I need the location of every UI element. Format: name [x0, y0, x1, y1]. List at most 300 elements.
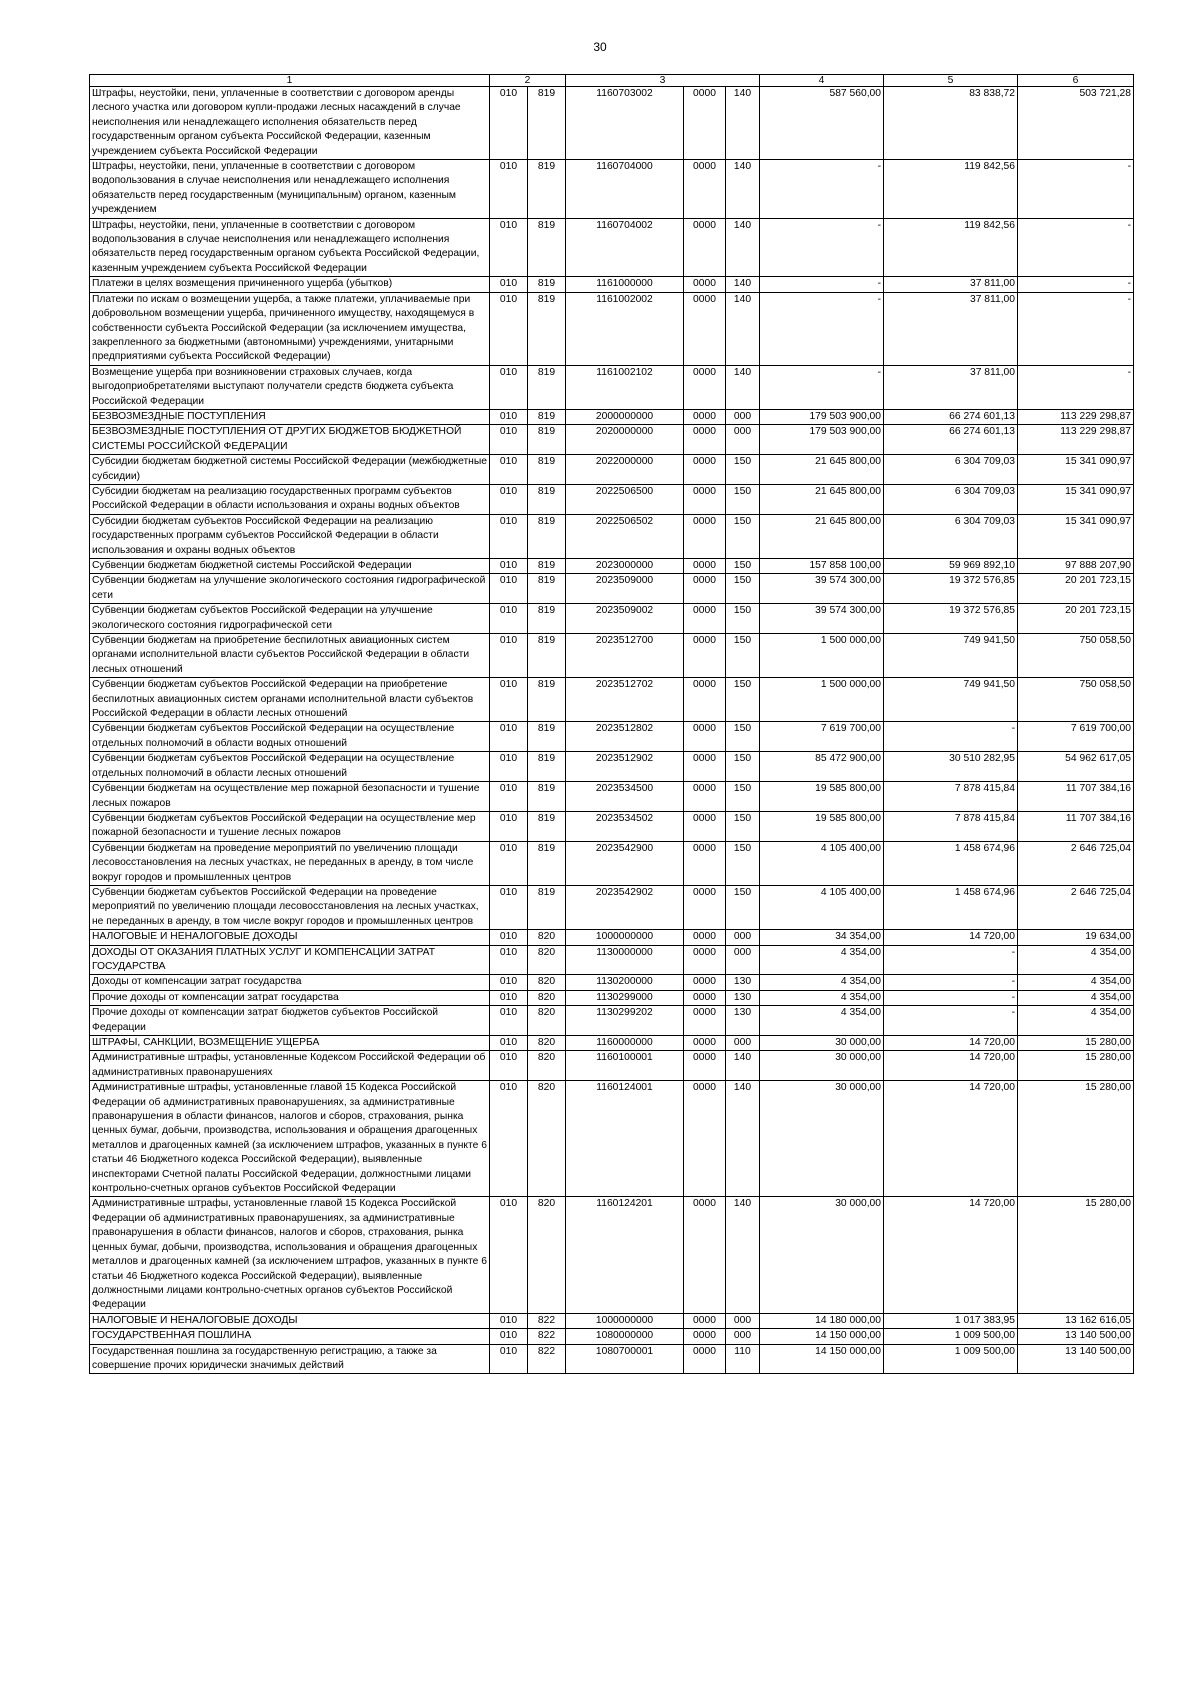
- cell-chap: 010: [490, 990, 528, 1005]
- table-row: [90, 160, 1134, 219]
- cell-adm: 820: [528, 990, 566, 1005]
- cell-kind: 150: [726, 484, 760, 514]
- cell-v5: -: [884, 975, 1018, 990]
- page-number: 30: [593, 40, 607, 54]
- cell-name: Платежи по искам о возмещении ущерба, а также платежи, уплачиваемые при добровольном возмещении ущерба, причиненного имуществу, находящемуся в собственности субъекта Российской Федерации (за исключением имущества, закрепленного за бюджетными (автономными) учреждениями, унитарными предприятиями субъекта Российской Федерации): [90, 292, 490, 365]
- cell-v5: 83 838,72: [884, 87, 1018, 160]
- cell-v6: 11 707 384,16: [1018, 811, 1134, 841]
- cell-v6: 15 341 090,97: [1018, 484, 1134, 514]
- table-row: [90, 1036, 1134, 1051]
- cell-prog: 0000: [684, 634, 726, 678]
- cell-adm: 820: [528, 1006, 566, 1036]
- cell-name: ДОХОДЫ ОТ ОКАЗАНИЯ ПЛАТНЫХ УСЛУГ И КОМПЕНСАЦИИ ЗАТРАТ ГОСУДАРСТВА: [90, 945, 490, 975]
- cell-prog: 0000: [684, 409, 726, 424]
- cell-code: 2023542900: [566, 841, 684, 885]
- cell-adm: 820: [528, 1081, 566, 1197]
- cell-kind: 140: [726, 277, 760, 292]
- cell-v5: -: [884, 990, 1018, 1005]
- cell-kind: 130: [726, 1006, 760, 1036]
- cell-v4: 4 105 400,00: [760, 885, 884, 929]
- cell-v4: 19 585 800,00: [760, 782, 884, 812]
- cell-v5: 66 274 601,13: [884, 409, 1018, 424]
- cell-v6: 4 354,00: [1018, 1006, 1134, 1036]
- cell-v4: 39 574 300,00: [760, 604, 884, 634]
- cell-adm: 819: [528, 277, 566, 292]
- cell-name: Административные штрафы, установленные главой 15 Кодекса Российской Федерации об административных правонарушениях, за административные правонарушения в области финансов, налогов и сборов, страхования, рынка ценных бумаг, добычи, производства, использования и обращения драгоценных металлов и драгоценных камней (за исключением штрафов, указанных в пункте 6 статьи 46 Бюджетного кодекса Российской Федерации), выявленные инспекторами Счетной палаты Российской Федерации, должностными лицами контрольно-счетных органов субъектов Российской Федерации: [90, 1081, 490, 1197]
- cell-name: Субвенции бюджетам на осуществление мер пожарной безопасности и тушение лесных пожаров: [90, 782, 490, 812]
- cell-prog: 0000: [684, 484, 726, 514]
- cell-prog: 0000: [684, 365, 726, 409]
- cell-v5: 59 969 892,10: [884, 559, 1018, 574]
- cell-prog: 0000: [684, 1036, 726, 1051]
- cell-adm: 819: [528, 752, 566, 782]
- cell-v4: 1 500 000,00: [760, 678, 884, 722]
- cell-v5: 1 009 500,00: [884, 1344, 1018, 1374]
- cell-kind: 130: [726, 975, 760, 990]
- table-row: [90, 975, 1134, 990]
- cell-v6: 113 229 298,87: [1018, 425, 1134, 455]
- cell-name: БЕЗВОЗМЕЗДНЫЕ ПОСТУПЛЕНИЯ ОТ ДРУГИХ БЮДЖЕТОВ БЮДЖЕТНОЙ СИСТЕМЫ РОССИЙСКОЙ ФЕДЕРАЦИИ: [90, 425, 490, 455]
- table-row: [90, 1006, 1134, 1036]
- column-number-row: [90, 75, 1134, 87]
- cell-chap: 010: [490, 277, 528, 292]
- cell-v5: 119 842,56: [884, 218, 1018, 277]
- cell-v4: 4 354,00: [760, 1006, 884, 1036]
- cell-prog: 0000: [684, 218, 726, 277]
- cell-code: 2023512702: [566, 678, 684, 722]
- cell-adm: 819: [528, 409, 566, 424]
- cell-v5: 37 811,00: [884, 292, 1018, 365]
- cell-v5: 749 941,50: [884, 678, 1018, 722]
- cell-kind: 110: [726, 1344, 760, 1374]
- cell-chap: 010: [490, 945, 528, 975]
- cell-v5: 1 009 500,00: [884, 1329, 1018, 1344]
- cell-kind: 150: [726, 811, 760, 841]
- cell-code: 2023534502: [566, 811, 684, 841]
- cell-prog: 0000: [684, 455, 726, 485]
- cell-name: Штрафы, неустойки, пени, уплаченные в соответствии с договором водопользования в случае неисполнения или ненадлежащего исполнения обязательств перед государственным (муниципальным) органом, казенным учреждением: [90, 160, 490, 219]
- table-row: [90, 277, 1134, 292]
- cell-chap: 010: [490, 722, 528, 752]
- cell-chap: 010: [490, 1197, 528, 1313]
- cell-prog: 0000: [684, 885, 726, 929]
- table-row: [90, 484, 1134, 514]
- cell-v5: 6 304 709,03: [884, 484, 1018, 514]
- table-row: [90, 1344, 1134, 1374]
- cell-v5: 1 017 383,95: [884, 1313, 1018, 1328]
- cell-v4: 1 500 000,00: [760, 634, 884, 678]
- cell-v6: 13 140 500,00: [1018, 1344, 1134, 1374]
- cell-v4: 30 000,00: [760, 1051, 884, 1081]
- cell-v6: 13 162 616,05: [1018, 1313, 1134, 1328]
- cell-prog: 0000: [684, 930, 726, 945]
- cell-name: Субвенции бюджетам субъектов Российской Федерации на осуществление мер пожарной безопасности и тушение лесных пожаров: [90, 811, 490, 841]
- cell-adm: 819: [528, 160, 566, 219]
- cell-v4: 14 150 000,00: [760, 1329, 884, 1344]
- cell-kind: 140: [726, 1081, 760, 1197]
- cell-kind: 150: [726, 752, 760, 782]
- cell-adm: 820: [528, 1197, 566, 1313]
- cell-v4: 14 180 000,00: [760, 1313, 884, 1328]
- table-row: [90, 782, 1134, 812]
- cell-kind: 140: [726, 160, 760, 219]
- cell-chap: 010: [490, 218, 528, 277]
- cell-v5: 37 811,00: [884, 277, 1018, 292]
- cell-v6: 113 229 298,87: [1018, 409, 1134, 424]
- cell-v5: -: [884, 1006, 1018, 1036]
- cell-chap: 010: [490, 841, 528, 885]
- cell-v5: -: [884, 945, 1018, 975]
- cell-v4: 19 585 800,00: [760, 811, 884, 841]
- cell-chap: 010: [490, 574, 528, 604]
- cell-name: Возмещение ущерба при возникновении страховых случаев, когда выгодоприобретателями выступают получатели средств бюджета субъекта Российской Федерации: [90, 365, 490, 409]
- cell-code: 1130200000: [566, 975, 684, 990]
- cell-code: 2023509002: [566, 604, 684, 634]
- cell-code: 1160703002: [566, 87, 684, 160]
- cell-code: 1161000000: [566, 277, 684, 292]
- cell-adm: 819: [528, 574, 566, 604]
- cell-adm: 820: [528, 1051, 566, 1081]
- cell-kind: 000: [726, 1329, 760, 1344]
- cell-v6: 15 341 090,97: [1018, 455, 1134, 485]
- cell-code: 2023000000: [566, 559, 684, 574]
- cell-kind: 130: [726, 990, 760, 1005]
- cell-code: 1080000000: [566, 1329, 684, 1344]
- cell-prog: 0000: [684, 1006, 726, 1036]
- cell-v5: 14 720,00: [884, 1081, 1018, 1197]
- cell-kind: 000: [726, 930, 760, 945]
- cell-kind: 140: [726, 1051, 760, 1081]
- cell-chap: 010: [490, 1051, 528, 1081]
- cell-prog: 0000: [684, 160, 726, 219]
- cell-adm: 819: [528, 365, 566, 409]
- cell-v4: 4 105 400,00: [760, 841, 884, 885]
- cell-v6: 750 058,50: [1018, 634, 1134, 678]
- cell-v6: -: [1018, 218, 1134, 277]
- table-body: [90, 87, 1134, 1374]
- cell-code: 1160100001: [566, 1051, 684, 1081]
- cell-name: НАЛОГОВЫЕ И НЕНАЛОГОВЫЕ ДОХОДЫ: [90, 930, 490, 945]
- cell-kind: 140: [726, 292, 760, 365]
- cell-chap: 010: [490, 930, 528, 945]
- cell-chap: 010: [490, 1313, 528, 1328]
- cell-name: Субвенции бюджетам субъектов Российской Федерации на осуществление отдельных полномочий в области лесных отношений: [90, 752, 490, 782]
- cell-code: 2022506500: [566, 484, 684, 514]
- cell-prog: 0000: [684, 1313, 726, 1328]
- cell-v6: 15 280,00: [1018, 1197, 1134, 1313]
- cell-adm: 819: [528, 292, 566, 365]
- table-row: [90, 945, 1134, 975]
- cell-chap: 010: [490, 409, 528, 424]
- cell-chap: 010: [490, 160, 528, 219]
- cell-name: Субсидии бюджетам бюджетной системы Российской Федерации (межбюджетные субсидии): [90, 455, 490, 485]
- cell-chap: 010: [490, 975, 528, 990]
- cell-name: Административные штрафы, установленные главой 15 Кодекса Российской Федерации об административных правонарушениях, за административные правонарушения в области финансов, налогов и сборов, страхования, рынка ценных бумаг, добычи, производства, использования и обращения драгоценных металлов и драгоценных камней (за исключением штрафов, указанных в пункте 6 статьи 46 Бюджетного кодекса Российской Федерации), выявленные должностными лицами контрольно-счетных органов субъектов Российской Федерации: [90, 1197, 490, 1313]
- cell-code: 1130000000: [566, 945, 684, 975]
- table-row: [90, 559, 1134, 574]
- cell-v6: -: [1018, 160, 1134, 219]
- cell-kind: 000: [726, 1036, 760, 1051]
- table-row: [90, 811, 1134, 841]
- cell-chap: 010: [490, 484, 528, 514]
- cell-name: Субвенции бюджетам на проведение мероприятий по увеличению площади лесовосстановления на лесных участках, не переданных в аренду, в том числе вокруг городов и промышленных центров: [90, 841, 490, 885]
- cell-v6: -: [1018, 365, 1134, 409]
- cell-chap: 010: [490, 1081, 528, 1197]
- cell-name: ГОСУДАРСТВЕННАЯ ПОШЛИНА: [90, 1329, 490, 1344]
- cell-adm: 822: [528, 1344, 566, 1374]
- cell-code: 2020000000: [566, 425, 684, 455]
- cell-code: 2023534500: [566, 782, 684, 812]
- cell-chap: 010: [490, 1344, 528, 1374]
- cell-chap: 010: [490, 514, 528, 558]
- cell-prog: 0000: [684, 1329, 726, 1344]
- cell-v5: -: [884, 722, 1018, 752]
- cell-kind: 140: [726, 365, 760, 409]
- cell-v4: -: [760, 218, 884, 277]
- cell-v6: 2 646 725,04: [1018, 885, 1134, 929]
- cell-prog: 0000: [684, 292, 726, 365]
- cell-v4: 157 858 100,00: [760, 559, 884, 574]
- cell-v6: -: [1018, 292, 1134, 365]
- table-row: [90, 1051, 1134, 1081]
- cell-adm: 820: [528, 945, 566, 975]
- cell-v6: 20 201 723,15: [1018, 574, 1134, 604]
- cell-v6: 11 707 384,16: [1018, 782, 1134, 812]
- cell-v6: 13 140 500,00: [1018, 1329, 1134, 1344]
- cell-v4: 21 645 800,00: [760, 455, 884, 485]
- cell-v6: -: [1018, 277, 1134, 292]
- cell-code: 2022506502: [566, 514, 684, 558]
- table-row: [90, 885, 1134, 929]
- cell-v4: -: [760, 292, 884, 365]
- cell-prog: 0000: [684, 678, 726, 722]
- cell-chap: 010: [490, 885, 528, 929]
- cell-code: 2023509000: [566, 574, 684, 604]
- cell-chap: 010: [490, 604, 528, 634]
- cell-code: 1000000000: [566, 1313, 684, 1328]
- cell-kind: 150: [726, 634, 760, 678]
- column-number: 6: [1018, 75, 1134, 87]
- cell-kind: 150: [726, 574, 760, 604]
- cell-prog: 0000: [684, 1197, 726, 1313]
- cell-kind: 140: [726, 1197, 760, 1313]
- cell-code: 1161002102: [566, 365, 684, 409]
- cell-kind: 150: [726, 455, 760, 485]
- cell-v5: 7 878 415,84: [884, 811, 1018, 841]
- cell-v4: 14 150 000,00: [760, 1344, 884, 1374]
- cell-v6: 97 888 207,90: [1018, 559, 1134, 574]
- cell-v6: 4 354,00: [1018, 990, 1134, 1005]
- cell-chap: 010: [490, 455, 528, 485]
- cell-prog: 0000: [684, 975, 726, 990]
- column-number: 4: [760, 75, 884, 87]
- cell-chap: 010: [490, 87, 528, 160]
- table-row: [90, 1313, 1134, 1328]
- table-row: [90, 841, 1134, 885]
- table-row: [90, 1197, 1134, 1313]
- cell-kind: 000: [726, 409, 760, 424]
- table-row: [90, 409, 1134, 424]
- cell-v5: 6 304 709,03: [884, 455, 1018, 485]
- cell-chap: 010: [490, 425, 528, 455]
- table-row: [90, 722, 1134, 752]
- table-row: [90, 574, 1134, 604]
- cell-code: 1160124201: [566, 1197, 684, 1313]
- cell-v5: 6 304 709,03: [884, 514, 1018, 558]
- cell-name: Доходы от компенсации затрат государства: [90, 975, 490, 990]
- cell-adm: 819: [528, 484, 566, 514]
- cell-adm: 819: [528, 218, 566, 277]
- cell-code: 2023512902: [566, 752, 684, 782]
- cell-adm: 819: [528, 678, 566, 722]
- table-row: [90, 752, 1134, 782]
- cell-adm: 822: [528, 1329, 566, 1344]
- cell-code: 2023542902: [566, 885, 684, 929]
- cell-prog: 0000: [684, 752, 726, 782]
- cell-kind: 150: [726, 559, 760, 574]
- cell-v4: 85 472 900,00: [760, 752, 884, 782]
- cell-v5: 749 941,50: [884, 634, 1018, 678]
- cell-kind: 150: [726, 841, 760, 885]
- cell-prog: 0000: [684, 604, 726, 634]
- cell-prog: 0000: [684, 1081, 726, 1197]
- cell-prog: 0000: [684, 722, 726, 752]
- cell-adm: 819: [528, 455, 566, 485]
- cell-kind: 150: [726, 722, 760, 752]
- cell-name: Государственная пошлина за государственную регистрацию, а также за совершение прочих юридически значимых действий: [90, 1344, 490, 1374]
- cell-code: 1160704002: [566, 218, 684, 277]
- cell-code: 1000000000: [566, 930, 684, 945]
- cell-kind: 000: [726, 1313, 760, 1328]
- cell-name: Субвенции бюджетам субъектов Российской Федерации на проведение мероприятий по увеличению площади лесовосстановления на лесных участках, не переданных в аренду, в том числе вокруг городов и промышленных центров: [90, 885, 490, 929]
- cell-adm: 819: [528, 559, 566, 574]
- cell-adm: 819: [528, 885, 566, 929]
- cell-code: 1160124001: [566, 1081, 684, 1197]
- cell-prog: 0000: [684, 841, 726, 885]
- table-row: [90, 455, 1134, 485]
- cell-name: НАЛОГОВЫЕ И НЕНАЛОГОВЫЕ ДОХОДЫ: [90, 1313, 490, 1328]
- cell-kind: 150: [726, 885, 760, 929]
- cell-code: 2022000000: [566, 455, 684, 485]
- table-row: [90, 930, 1134, 945]
- cell-chap: 010: [490, 678, 528, 722]
- cell-v4: 39 574 300,00: [760, 574, 884, 604]
- cell-kind: 000: [726, 945, 760, 975]
- cell-code: 1130299000: [566, 990, 684, 1005]
- cell-name: Субвенции бюджетам на улучшение экологического состояния гидрографической сети: [90, 574, 490, 604]
- cell-v4: -: [760, 277, 884, 292]
- table-row: [90, 292, 1134, 365]
- table-row: [90, 514, 1134, 558]
- cell-code: 2023512802: [566, 722, 684, 752]
- cell-adm: 820: [528, 1036, 566, 1051]
- cell-v4: 4 354,00: [760, 975, 884, 990]
- cell-v6: 503 721,28: [1018, 87, 1134, 160]
- cell-v6: 20 201 723,15: [1018, 604, 1134, 634]
- cell-chap: 010: [490, 752, 528, 782]
- cell-v5: 119 842,56: [884, 160, 1018, 219]
- cell-adm: 819: [528, 841, 566, 885]
- cell-prog: 0000: [684, 1051, 726, 1081]
- table-row: [90, 678, 1134, 722]
- cell-adm: 820: [528, 930, 566, 945]
- cell-chap: 010: [490, 1036, 528, 1051]
- cell-v4: 21 645 800,00: [760, 484, 884, 514]
- cell-name: Субсидии бюджетам субъектов Российской Федерации на реализацию государственных программ субъектов Российской Федерации в области использования и охраны водных объектов: [90, 514, 490, 558]
- cell-prog: 0000: [684, 277, 726, 292]
- cell-v6: 15 280,00: [1018, 1081, 1134, 1197]
- cell-name: Субвенции бюджетам на приобретение беспилотных авиационных систем органами исполнительной власти субъектов Российской Федерации в области лесных отношений: [90, 634, 490, 678]
- cell-v6: 4 354,00: [1018, 945, 1134, 975]
- table-row: [90, 990, 1134, 1005]
- cell-prog: 0000: [684, 811, 726, 841]
- cell-v5: 14 720,00: [884, 930, 1018, 945]
- cell-v4: 4 354,00: [760, 990, 884, 1005]
- cell-name: Штрафы, неустойки, пени, уплаченные в соответствии с договором водопользования в случае неисполнения или ненадлежащего исполнения обязательств перед государственным органом субъекта Российской Федерации, казенным учреждением субъекта Российской Федерации: [90, 218, 490, 277]
- cell-kind: 000: [726, 425, 760, 455]
- cell-name: Субвенции бюджетам субъектов Российской Федерации на осуществление отдельных полномочий в области водных отношений: [90, 722, 490, 752]
- cell-adm: 819: [528, 782, 566, 812]
- cell-chap: 010: [490, 782, 528, 812]
- table-row: [90, 1329, 1134, 1344]
- cell-code: 2023512700: [566, 634, 684, 678]
- cell-adm: 822: [528, 1313, 566, 1328]
- cell-v4: 30 000,00: [760, 1081, 884, 1197]
- cell-v4: 7 619 700,00: [760, 722, 884, 752]
- cell-kind: 150: [726, 678, 760, 722]
- cell-v5: 14 720,00: [884, 1197, 1018, 1313]
- cell-name: Административные штрафы, установленные Кодексом Российской Федерации об административных правонарушениях: [90, 1051, 490, 1081]
- cell-name: ШТРАФЫ, САНКЦИИ, ВОЗМЕЩЕНИЕ УЩЕРБА: [90, 1036, 490, 1051]
- cell-name: Субсидии бюджетам на реализацию государственных программ субъектов Российской Федерации в области использования и охраны водных объектов: [90, 484, 490, 514]
- cell-v5: 7 878 415,84: [884, 782, 1018, 812]
- cell-v4: 34 354,00: [760, 930, 884, 945]
- table-row: [90, 425, 1134, 455]
- cell-code: 1161002002: [566, 292, 684, 365]
- cell-v5: 66 274 601,13: [884, 425, 1018, 455]
- cell-v6: 19 634,00: [1018, 930, 1134, 945]
- column-number: 2: [490, 75, 566, 87]
- cell-chap: 010: [490, 634, 528, 678]
- cell-name: Субвенции бюджетам бюджетной системы Российской Федерации: [90, 559, 490, 574]
- cell-adm: 819: [528, 87, 566, 160]
- cell-adm: 819: [528, 604, 566, 634]
- cell-v4: 179 503 900,00: [760, 409, 884, 424]
- table-row: [90, 604, 1134, 634]
- cell-kind: 150: [726, 782, 760, 812]
- cell-v6: 15 280,00: [1018, 1036, 1134, 1051]
- cell-chap: 010: [490, 365, 528, 409]
- cell-kind: 140: [726, 87, 760, 160]
- cell-code: 2000000000: [566, 409, 684, 424]
- cell-prog: 0000: [684, 559, 726, 574]
- cell-v4: 30 000,00: [760, 1036, 884, 1051]
- cell-v4: 587 560,00: [760, 87, 884, 160]
- cell-name: Субвенции бюджетам субъектов Российской Федерации на приобретение беспилотных авиационных систем органами исполнительной власти субъектов Российской Федерации в области лесных отношений: [90, 678, 490, 722]
- cell-v5: 1 458 674,96: [884, 841, 1018, 885]
- cell-adm: 819: [528, 634, 566, 678]
- cell-code: 1160704000: [566, 160, 684, 219]
- table-row: [90, 87, 1134, 160]
- cell-v5: 14 720,00: [884, 1051, 1018, 1081]
- cell-name: Прочие доходы от компенсации затрат государства: [90, 990, 490, 1005]
- cell-chap: 010: [490, 1006, 528, 1036]
- cell-code: 1080700001: [566, 1344, 684, 1374]
- cell-chap: 010: [490, 1329, 528, 1344]
- column-number: 5: [884, 75, 1018, 87]
- cell-v4: 179 503 900,00: [760, 425, 884, 455]
- cell-code: 1160000000: [566, 1036, 684, 1051]
